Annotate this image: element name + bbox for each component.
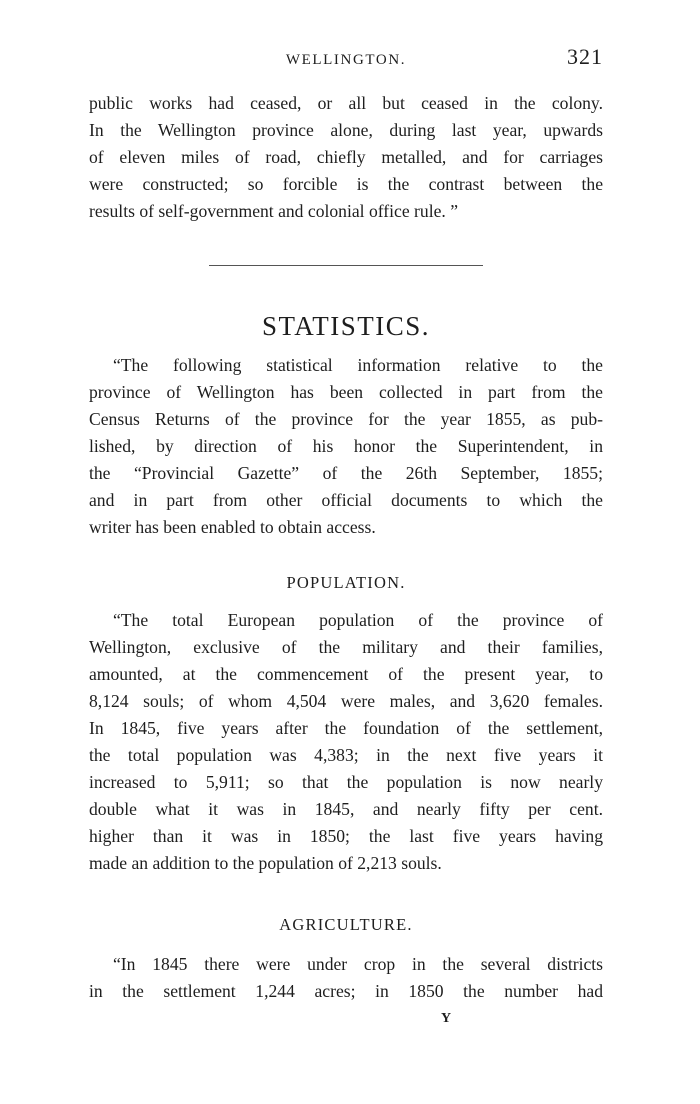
text-line: in the settlement 1,244 acres; in 1850 the number had — [89, 981, 603, 1001]
text-line: Census Returns of the province for the year 1855, as pub- — [89, 409, 603, 429]
population-paragraph — [89, 607, 603, 877]
text-line: writer has been enabled to obtain access. — [89, 517, 376, 537]
text-line: of eleven miles of road, chiefly metalled, and for carriages — [89, 147, 603, 167]
text-line: province of Wellington has been collected in part from the — [89, 382, 603, 402]
text-line: results of self-government and colonial office rule. ” — [89, 201, 459, 221]
running-head — [89, 44, 603, 78]
text-line: Wellington, exclusive of the military and their families, — [89, 637, 603, 657]
text-line: increased to 5,911; so that the population is now nearly — [89, 772, 603, 792]
signature-mark: Y — [440, 1011, 452, 1026]
section-heading-statistics: STATISTICS. — [261, 311, 431, 341]
text-line: In 1845, five years after the foundation of the settlement, — [89, 718, 603, 738]
text-line: and in part from other official documents to which the — [89, 490, 603, 510]
text-line: the total population was 4,383; in the next five years it — [89, 745, 603, 765]
text-line: In the Wellington province alone, during last year, upwards — [89, 120, 603, 140]
text-line: were constructed; so forcible is the contrast between the — [89, 174, 603, 194]
text-line: made an addition to the population of 2,213 souls. — [89, 853, 442, 873]
text-line: lished, by direction of his honor the Superintendent, in — [89, 436, 603, 456]
intro-paragraph — [89, 90, 603, 225]
section-heading-agriculture: AGRICULTURE. — [279, 915, 413, 934]
text-line: double what it was in 1845, and nearly fifty per cent. — [89, 799, 603, 819]
text-line: higher than it was in 1850; the last five years having — [89, 826, 603, 846]
text-line: “The total European population of the province of — [113, 610, 603, 630]
agriculture-paragraph — [89, 951, 603, 1005]
running-title: WELLINGTON. — [285, 52, 407, 68]
text-line: “The following statistical information relative to the — [113, 355, 603, 375]
text-line: “In 1845 there were under crop in the several districts — [113, 954, 603, 974]
text-line: amounted, at the commencement of the present year, to — [89, 664, 603, 684]
book-page — [89, 44, 603, 1027]
section-heading-population: POPULATION. — [286, 573, 406, 592]
text-line: 8,124 souls; of whom 4,504 were males, and 3,620 females. — [89, 691, 603, 711]
statistics-paragraph — [89, 352, 603, 541]
text-line: the “Provincial Gazette” of the 26th September, 1855; — [89, 463, 603, 483]
page-number: 321 — [567, 44, 603, 69]
text-line: public works had ceased, or all but ceased in the colony. — [89, 93, 603, 113]
section-divider — [209, 265, 483, 266]
